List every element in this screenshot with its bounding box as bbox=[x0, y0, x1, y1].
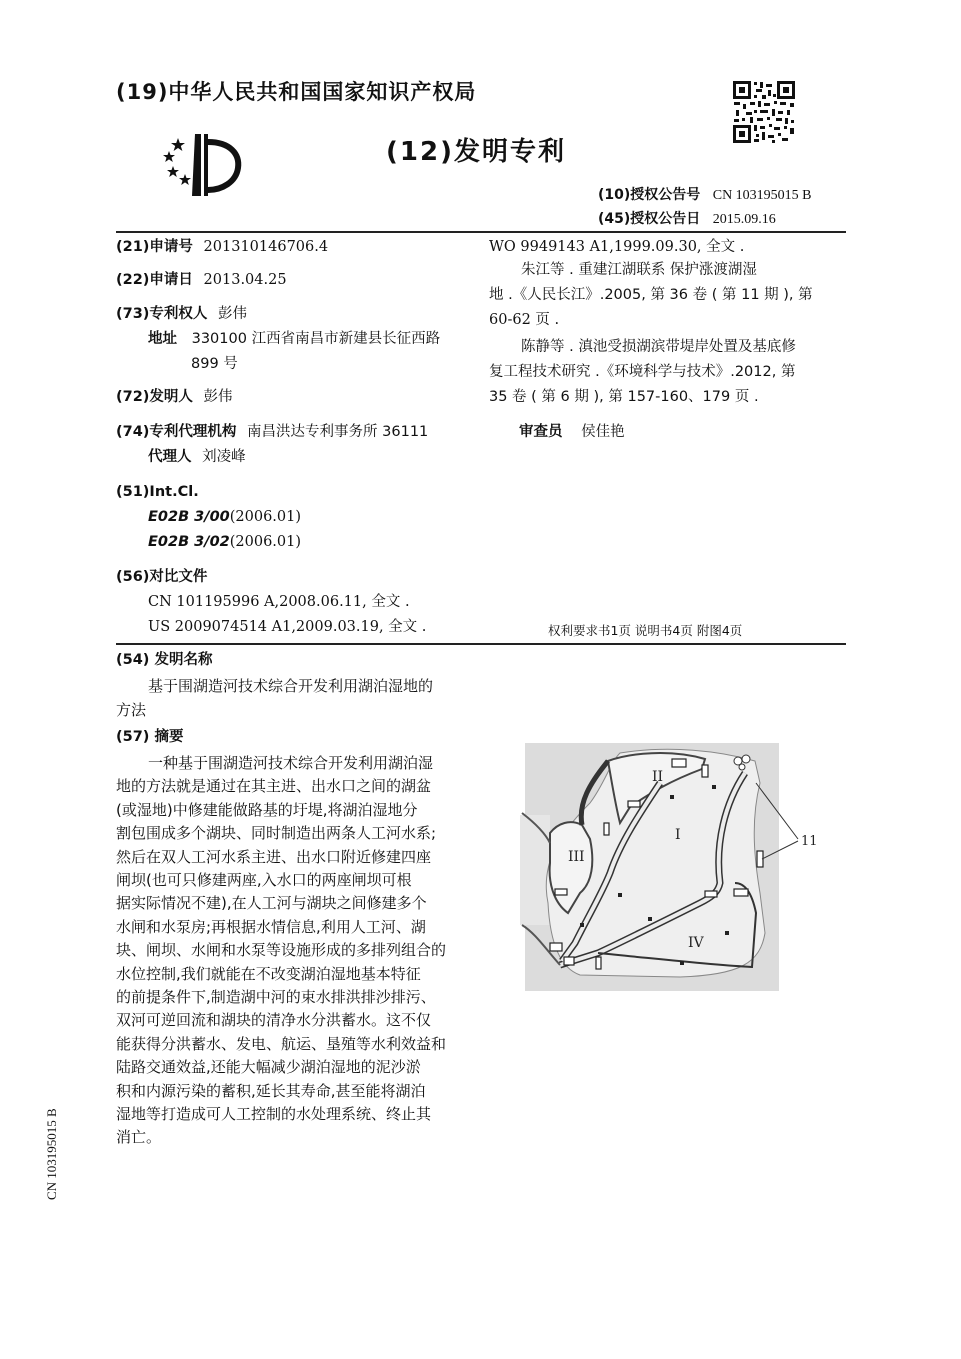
abstract-line: 割包围成多个湖块、同时制造出两条人工河水系; bbox=[116, 824, 437, 843]
publication-date-row bbox=[598, 208, 776, 228]
examiner: 侯佳艳 bbox=[581, 424, 625, 440]
abstract-line: 消亡。 bbox=[116, 1128, 162, 1147]
abstract-label bbox=[116, 726, 183, 748]
application-number: 201310146706.4 bbox=[203, 239, 329, 255]
inventor: 彭伟 bbox=[203, 389, 233, 405]
invention-title-line-2: 方法 bbox=[116, 701, 147, 719]
ipc-class-2 bbox=[148, 531, 301, 553]
publication-date: 2015.09.16 bbox=[712, 212, 776, 227]
application-number-field bbox=[116, 236, 328, 258]
inventor-field bbox=[116, 386, 233, 408]
agent-label: 代理人 bbox=[148, 449, 192, 465]
agency-label: (74)专利代理机构 bbox=[116, 424, 237, 440]
intcl-label bbox=[116, 481, 199, 503]
agent-field bbox=[148, 446, 246, 468]
region-label: IV bbox=[688, 935, 704, 951]
agent: 刘凌峰 bbox=[202, 449, 246, 465]
abstract-line: 闸坝(也可只修建两座,入水口的两座闸坝可根 bbox=[116, 871, 412, 889]
region-label: I bbox=[675, 827, 681, 843]
application-date-label: (22)申请日 bbox=[116, 272, 193, 288]
qr-code-icon bbox=[732, 80, 796, 144]
patentee-label: (73)专利权人 bbox=[116, 306, 208, 322]
address-label: 地址 bbox=[148, 331, 177, 347]
examiner-field bbox=[519, 421, 877, 444]
ref-line: 35 卷 ( 第 6 期 ), 第 157-160、179 页 . bbox=[489, 389, 759, 405]
abstract-line: 的前提条件下,制造湖中河的束水排洪排沙排污、 bbox=[116, 988, 436, 1006]
abstract-line: 水闸和水泵房;再根据水情信息,利用人工河、湖 bbox=[116, 917, 426, 936]
patentee-field bbox=[116, 303, 247, 325]
ipc-class-1 bbox=[148, 506, 301, 528]
callout-label: 11 bbox=[801, 834, 818, 849]
ref-line: 地 .《人民长江》.2005, 第 36 卷 ( 第 11 期 ), 第 bbox=[489, 287, 813, 303]
page-counts: 权利要求书1页 说明书4页 附图4页 bbox=[548, 623, 743, 638]
invention-title-label bbox=[116, 649, 212, 671]
office-name: (19)中华人民共和国国家知识产权局 bbox=[116, 80, 477, 104]
intcl-label-text: (51)Int.Cl. bbox=[116, 484, 199, 500]
ref-line: 60-62 页 . bbox=[489, 312, 560, 328]
inventor-label: (72)发明人 bbox=[116, 389, 193, 405]
address-field bbox=[148, 328, 440, 350]
publication-number-row bbox=[598, 184, 812, 204]
ipc-date: (2006.01) bbox=[229, 534, 302, 550]
ref-line: 复工程技术研究 .《环境科学与技术》.2012, 第 bbox=[489, 364, 796, 380]
abstract-label-text: (57) 摘要 bbox=[116, 729, 184, 745]
invention-title-label-text: (54) 发明名称 bbox=[116, 652, 213, 668]
lake-diagram-figure bbox=[520, 743, 830, 993]
abstract-line: 然后在双人工河水系主进、出水口附近修建四座 bbox=[116, 847, 432, 866]
abstract-line: 水位控制,我们就能在不改变湖泊湿地基本特征 bbox=[116, 964, 421, 983]
header-rule bbox=[116, 231, 846, 233]
abstract-line: 积和内源污染的蓄积,延长其寿命,甚至能将湖泊 bbox=[116, 1081, 426, 1100]
application-number-label: (21)申请号 bbox=[116, 239, 193, 255]
publication-number: CN 103195015 B bbox=[712, 188, 812, 203]
abstract-line: 湿地等打造成可人工控制的水处理系统、终止其 bbox=[116, 1105, 432, 1123]
side-publication-code: CN 103195015 B bbox=[44, 1108, 59, 1200]
application-date: 2013.04.25 bbox=[203, 272, 287, 288]
ipc-date: (2006.01) bbox=[229, 509, 302, 525]
abstract-line: (或湿地)中修建能做路基的圩堤,将湖泊湿地分 bbox=[116, 800, 418, 819]
abstract-line: 块、闸坝、水闸和水泵等设施形成的多排列组合的 bbox=[116, 941, 447, 960]
publication-number-label: (10)授权公告号 bbox=[598, 187, 701, 203]
invention-title-line-1: 基于围湖造河技术综合开发利用湖泊湿地的 bbox=[148, 677, 434, 695]
cited-docs-label bbox=[116, 566, 207, 588]
ipc-code: E02B 3/02 bbox=[148, 534, 230, 550]
cited-doc-1: CN 101195996 A,2008.06.11, 全文 . bbox=[148, 594, 410, 610]
address-line-1: 330100 江西省南昌市新建县长征西路 bbox=[191, 331, 441, 347]
abstract-line: 一种基于围湖造河技术综合开发利用湖泊湿 bbox=[148, 754, 434, 772]
section-rule bbox=[116, 643, 846, 645]
patentee: 彭伟 bbox=[218, 306, 248, 322]
application-date-field bbox=[116, 269, 287, 291]
abstract-line: 地的方法就是通过在其主进、出水口之间的湖盆 bbox=[116, 777, 432, 796]
abstract-line: 陆路交通效益,还能大幅减少湖泊湿地的泥沙淤 bbox=[116, 1058, 421, 1077]
document-type: (12)发明专利 bbox=[386, 137, 566, 167]
cnipa-emblem-icon bbox=[158, 132, 244, 198]
ref-line: 朱江等 . 重建江湖联系 保护涨渡湖湿 bbox=[521, 262, 757, 278]
publication-date-label: (45)授权公告日 bbox=[598, 211, 701, 227]
abstract-line: 能获得分洪蓄水、发电、航运、垦殖等水利效益和 bbox=[116, 1034, 447, 1053]
ref-line: WO 9949143 A1,1999.09.30, 全文 . bbox=[489, 239, 745, 255]
address-line-2: 899 号 bbox=[191, 356, 238, 372]
ipc-code: E02B 3/00 bbox=[148, 509, 230, 525]
ref-line: 陈静等 . 滇池受损湖滨带堤岸处置及基底修 bbox=[521, 339, 796, 355]
agency-field bbox=[116, 421, 428, 443]
cited-doc-2: US 2009074514 A1,2009.03.19, 全文 . bbox=[148, 619, 427, 635]
agency: 南昌洪达专利事务所 36111 bbox=[247, 424, 429, 440]
region-label: III bbox=[568, 849, 585, 865]
region-label: II bbox=[652, 769, 664, 785]
cited-docs-label-text: (56)对比文件 bbox=[116, 569, 208, 585]
abstract-line: 据实际情况不建),在人工河与湖块之间修建多个 bbox=[116, 894, 427, 913]
examiner-label: 审查员 bbox=[519, 424, 563, 440]
abstract-line: 双河可逆回流和湖块的清净水分洪蓄水。这不仅 bbox=[116, 1011, 432, 1030]
